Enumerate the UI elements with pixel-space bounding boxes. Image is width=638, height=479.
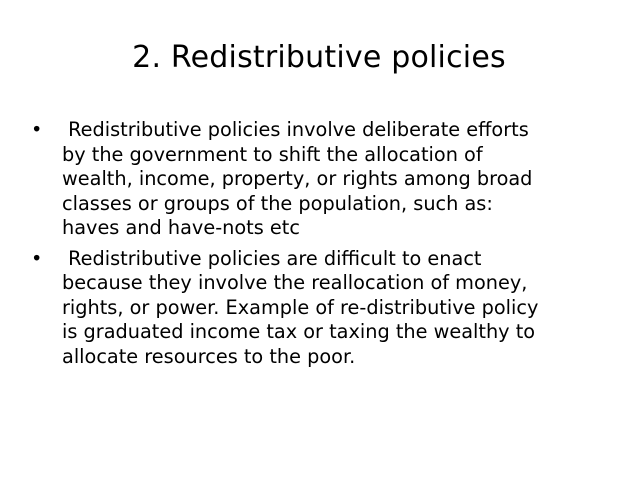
bullet-item bbox=[31, 247, 621, 370]
bullet-marker: • bbox=[31, 118, 43, 141]
bullet-line: by the government to shift the allocation of bbox=[62, 142, 483, 166]
bullet-line: Redistributive policies are difficult to enact bbox=[62, 246, 482, 270]
bullet-line: is graduated income tax or taxing the wealthy to bbox=[62, 320, 536, 343]
bullet-line: haves and have-nots etc bbox=[62, 216, 300, 239]
bullet-line: rights, or power. Example of re-distributive policy bbox=[62, 295, 539, 319]
bullet-marker: • bbox=[31, 246, 43, 270]
bullet-line: Redistributive policies involve deliberate efforts bbox=[62, 118, 529, 141]
slide-title: 2. Redistributive policies bbox=[132, 40, 506, 75]
bullet-line: allocate resources to the poor. bbox=[62, 344, 356, 368]
bullet-list bbox=[31, 118, 621, 375]
bullet-line: wealth, income, property, or rights among broad bbox=[62, 167, 533, 190]
bullet-line: classes or groups of the population, such as: bbox=[62, 191, 493, 215]
bullet-item bbox=[31, 118, 621, 241]
bullet-line: because they involve the reallocation of money, bbox=[62, 271, 528, 294]
